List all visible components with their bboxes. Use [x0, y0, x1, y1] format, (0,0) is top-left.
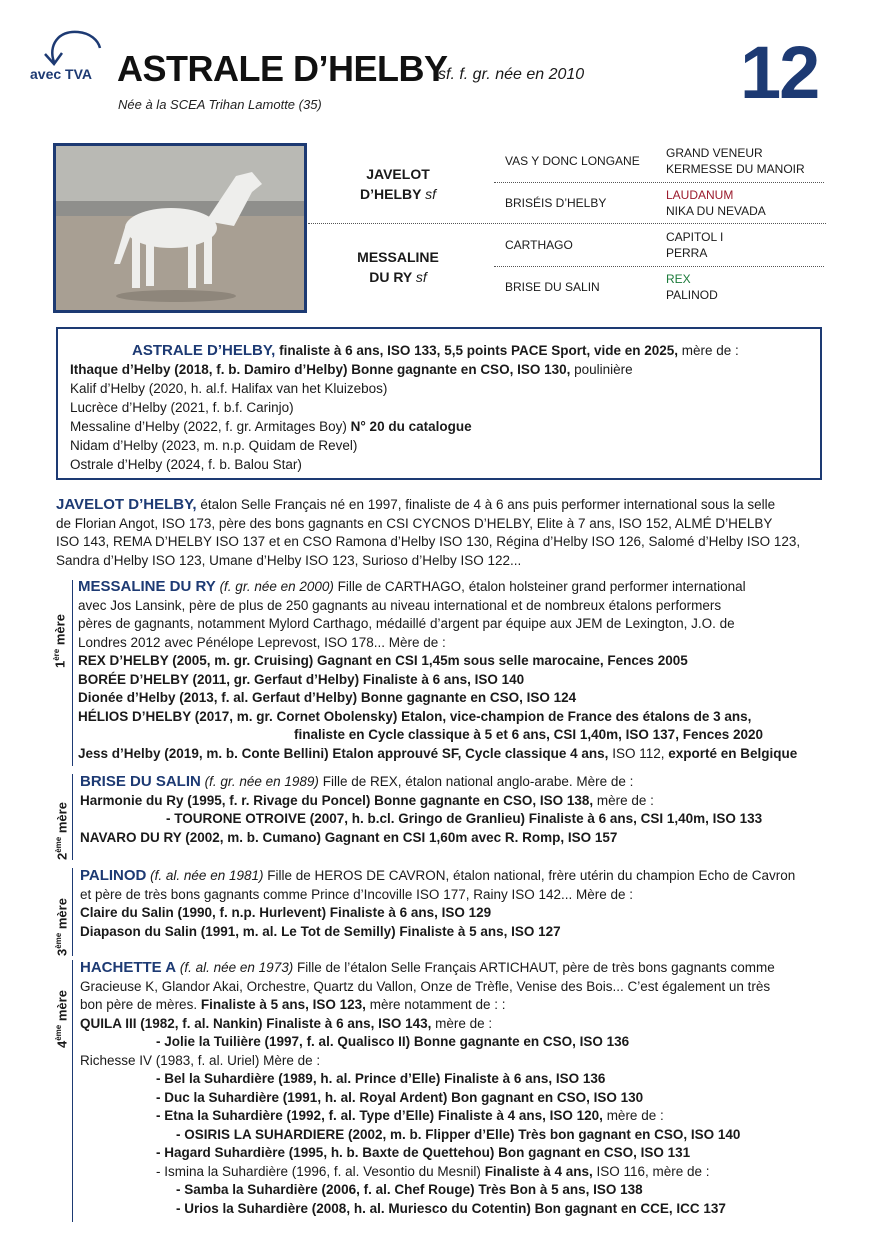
pedigree-grandparent: CARTHAGO: [505, 238, 573, 252]
produce-summary-box: ASTRALE D’HELBY, finaliste à 6 ans, ISO 133, 5,5 points PACE Sport, vide en 2025, mère de : Ithaque d’Helby (2018, f. b. Damiro d’Helby) Bonne gagnante en CSO, ISO 130, poulinière Kalif d’Helby (2020, h. al.f. Halifax van het Kluizebos) Lucrèce d’Helby (2021, f. b.f. Carinjo) Messaline d’Helby (2022, f. gr. Armitages Boy) N° 20 du catalogue Nidam d’Helby (2023, m. n.p. Quidam de Revel) Ostrale d’Helby (2024, f. b. Balou Star): [56, 327, 822, 480]
pedigree-great-grandparents: LAUDANUM NIKA DU NEVADA: [666, 188, 766, 218]
section-bar: [72, 580, 73, 766]
first-dam-label: 1ère mère: [52, 614, 68, 668]
sire-paragraph: JAVELOT D’HELBY, étalon Selle Français né en 1997, finaliste de 4 à 6 ans puis performer international sous la selle de Florian Angot, ISO 173, père des bons gagnants en CSI CYCNOS D’HELBY, Elite à 7 ans, ISO 152, ALMÉ D’HELBY ISO 143, REMA D’HELBY ISO 137 et en CSO Ramona d’Helby ISO 130, Régina d’Helby ISO 126, Salomé d’Helby ISO 123, Sandra d’Helby ISO 123, Umane d’Helby ISO 123, Surioso d’Helby ISO 122...: [56, 496, 801, 568]
section-bar: [72, 868, 73, 956]
pedigree-grandparent: BRISE DU SALIN: [505, 280, 600, 294]
vat-label: avec TVA: [30, 66, 92, 82]
fourth-dam-section: HACHETTE A (f. al. née en 1973) Fille de l’étalon Selle Français ARTICHAUT, père de très bons gagnants comme Gracieuse K, Glandor Akai, Orchestre, Quartz du Vallon, Onze de Trèfle, Venise des Bois... C’est également un très bon père de mères. Finaliste à 5 ans, ISO 123, mère notamment de : : QUILA III (1982, f. al. Nankin) Finaliste à 6 ans, ISO 143, mère de : - Jolie la Tuilière (1997, f. al. Qualisco II) Bonne gagnante en CSO, ISO 136 Richesse IV (1983, f. al. Uriel) Mère de : - Bel la Suhardière (1989, h. al. Prince d’Elle) Finaliste à 6 ans, ISO 136 - Duc la Suhardière (1991, h. al. Royal Ardent) Bon gagnant en CSO, ISO 130 - Etna la Suhardière (1992, f. al. Type d’Elle) Finaliste à 4 ans, ISO 120, mère de : - OSIRIS LA SUHARDIERE (2002, m. b. Flipper d’Elle) Très bon gagnant en CSO, ISO 140 - Hagard Suhardière (1995, h. b. Baxte de Quettehou) Bon gagnant en CSO, ISO 131 - Ismina la Suhardière (1996, f. al. Vesontio du Mesnil) Finaliste à 4 ans, ISO 116, mère de : - Samba la Suhardière (2006, f. al. Chef Rouge) Très Bon à 5 ans, ISO 138 - Urios la Suhardière (2008, h. al. Muriesco du Cotentin) Bon gagnant en CCE, ICC 137: [80, 959, 775, 1216]
pedigree-sire: JAVELOT D’HELBY sf: [360, 166, 436, 202]
pedigree-divider: [494, 182, 824, 183]
pedigree-great-grandparents: REX PALINOD: [666, 272, 718, 302]
pedigree-divider: [494, 266, 824, 267]
third-dam-label: 3ème mère: [54, 898, 70, 956]
second-dam-section: BRISE DU SALIN (f. gr. née en 1989) Fille de REX, étalon national anglo-arabe. Mère de : Harmonie du Ry (1995, f. r. Rivage du Poncel) Bonne gagnante en CSO, ISO 138, mère de : - TOURONE OTROIVE (2007, h. b.cl. Gringo de Granlieu) Finaliste à 6 ans, CSI 1,40m, ISO 133 NAVARO DU RY (2002, m. b. Cumano) Gagnant en CSI 1,60m avec R. Romp, ISO 157: [80, 773, 763, 845]
pedigree-grandparent: VAS Y DONC LONGANE: [505, 154, 640, 168]
pedigree-great-grandparents: GRAND VENEUR KERMESSE DU MANOIR: [666, 146, 805, 176]
pedigree-dam: MESSALINE DU RY sf: [357, 249, 439, 285]
third-dam-section: PALINOD (f. al. née en 1981) Fille de HEROS DE CAVRON, étalon national, frère utérin du champion Echo de Cavron et père de très bons gagnants comme Prince d’Incoville ISO 177, Rainy ISO 142... Mère de : Claire du Salin (1990, f. n.p. Hurlevent) Finaliste à 6 ans, ISO 129 Diapason du Salin (1991, m. al. Le Tot de Semilly) Finaliste à 5 ans, ISO 127: [80, 867, 796, 939]
pedigree-divider: [308, 223, 826, 224]
second-dam-label: 2ème mère: [54, 802, 70, 860]
pedigree-grandparent: BRISÉIS D’HELBY: [505, 196, 607, 210]
fourth-dam-label: 4ème mère: [54, 990, 70, 1048]
section-bar: [72, 774, 73, 860]
first-dam-section: MESSALINE DU RY (f. gr. née en 2000) Fille de CARTHAGO, étalon holsteiner grand performer international avec Jos Lansink, père de plus de 250 gagnants au niveau international et de nombreux étalons performers pères de gagnants, notamment Mylord Carthago, médaillé d’argent par équipe aux JEM de Lexington, J.O. de Londres 2012 avec Pénélope Leprevost, ISO 178... Mère de : REX D’HELBY (2005, m. gr. Cruising) Gagnant en CSI 1,45m sous selle marocaine, Fences 2005 BORÉE D’HELBY (2011, gr. Gerfaut d’Helby) Finaliste à 6 ans, ISO 140 Dionée d’Helby (2013, f. al. Gerfaut d’Helby) Bonne gagnante en CSO, ISO 124 HÉLIOS D’HELBY (2017, m. gr. Cornet Obolensky) Etalon, vice-champion de France des étalons de 3 ans, finaliste en Cycle classique à 5 et 6 ans, CSI 1,40m, ISO 137, Fences 2020 Jess d’Helby (2019, m. b. Conte Bellini) Etalon approuvé SF, Cycle classique 4 ans, ISO 112, exporté en Belgique: [78, 578, 798, 761]
breeder-line: Née à la SCEA Trihan Lamotte (35): [118, 97, 322, 112]
horse-photo: [53, 143, 307, 313]
lot-number: 12: [740, 31, 819, 114]
pedigree-great-grandparents: CAPITOL I PERRA: [666, 230, 724, 260]
horse-name-title: ASTRALE D’HELBY: [117, 48, 448, 89]
curved-arrow-icon: [44, 26, 104, 66]
horse-subtitle: sf. f. gr. née en 2010: [438, 66, 585, 83]
section-bar: [72, 960, 73, 1222]
